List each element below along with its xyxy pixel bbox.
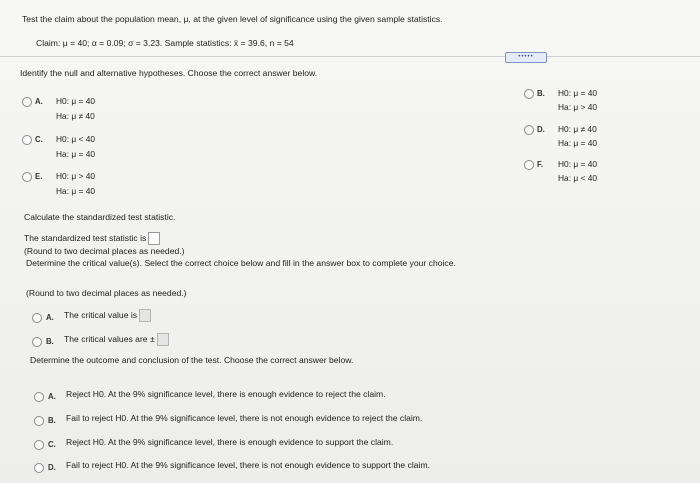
option-d-radio[interactable] — [524, 125, 534, 135]
option-f-ha: Ha: μ < 40 — [558, 173, 598, 183]
option-a-h0: H0: μ = 40 — [56, 96, 96, 106]
outcome-option-a-radio[interactable] — [34, 392, 44, 402]
critical-option-b-text: The critical values are ± — [64, 333, 155, 344]
outcome-option-c: Reject H0. At the 9% significance level, there is enough evidence to support the claim. — [66, 437, 394, 447]
option-e-h0: H0: μ > 40 — [56, 171, 96, 181]
outcome-option-d: Fail to reject H0. At the 9% significance level, there is not enough evidence to support the claim. — [66, 460, 431, 470]
option-b-h0: H0: μ = 40 — [558, 88, 598, 98]
critical-value-input[interactable] — [139, 309, 151, 322]
outcome-option-b-radio[interactable] — [34, 416, 44, 426]
option-f-radio[interactable] — [524, 160, 534, 170]
option-letter: D. — [48, 463, 56, 472]
option-e-radio[interactable] — [22, 172, 32, 182]
option-b-radio[interactable] — [524, 89, 534, 99]
option-c-h0: H0: μ < 40 — [56, 134, 96, 144]
question-instruction: Test the claim about the population mean, μ, at the given level of significance using the given sample statistics. — [22, 14, 443, 24]
outcome-option-b: Fail to reject H0. At the 9% significance level, there is not enough evidence to reject the claim. — [66, 413, 423, 423]
expand-button[interactable]: ••••• — [505, 52, 547, 63]
rounding-note: (Round to two decimal places as needed.) — [24, 246, 185, 256]
option-letter: A. — [35, 97, 43, 106]
test-statistic-prompt: Calculate the standardized test statistic. — [24, 212, 176, 222]
outcome-option-a: Reject H0. At the 9% significance level, there is enough evidence to reject the claim. — [66, 389, 386, 399]
test-statistic-input[interactable] — [148, 232, 160, 245]
option-a-radio[interactable] — [22, 97, 32, 107]
outcome-option-c-radio[interactable] — [34, 440, 44, 450]
option-d-ha: Ha: μ = 40 — [558, 138, 598, 148]
option-letter: D. — [537, 125, 545, 134]
claim-line: Claim: μ = 40; α = 0.09; σ = 3.23. Sample statistics: x̄ = 39.6, n = 54 — [36, 38, 294, 48]
divider — [547, 56, 700, 57]
option-c-radio[interactable] — [22, 135, 32, 145]
option-letter: A. — [48, 392, 56, 401]
critical-option-a — [64, 309, 151, 322]
outcome-option-d-radio[interactable] — [34, 463, 44, 473]
test-statistic-label: The standardized test statistic is — [24, 232, 147, 243]
option-letter: E. — [35, 172, 43, 181]
option-letter: F. — [537, 160, 544, 169]
critical-values-prompt: Determine the critical value(s). Select the correct choice below and fill in the answer box to complete your choice. — [26, 258, 456, 268]
critical-option-a-radio[interactable] — [32, 313, 42, 323]
hypotheses-prompt: Identify the null and alternative hypotheses. Choose the correct answer below. — [20, 68, 318, 78]
test-statistic-line — [24, 232, 160, 245]
rounding-note: (Round to two decimal places as needed.) — [26, 288, 187, 298]
option-a-ha: Ha: μ ≠ 40 — [56, 111, 95, 121]
option-c-ha: Ha: μ = 40 — [56, 149, 96, 159]
critical-option-b — [64, 333, 169, 346]
critical-values-input[interactable] — [157, 333, 169, 346]
critical-option-b-radio[interactable] — [32, 337, 42, 347]
option-letter: B. — [537, 89, 545, 98]
option-d-h0: H0: μ ≠ 40 — [558, 124, 597, 134]
critical-option-a-text: The critical value is — [64, 309, 138, 320]
outcome-prompt: Determine the outcome and conclusion of the test. Choose the correct answer below. — [30, 355, 354, 365]
option-letter: C. — [48, 440, 56, 449]
option-letter: B. — [46, 337, 54, 346]
option-b-ha: Ha: μ > 40 — [558, 102, 598, 112]
option-e-ha: Ha: μ = 40 — [56, 186, 96, 196]
option-letter: A. — [46, 313, 54, 322]
divider — [0, 56, 505, 57]
option-f-h0: H0: μ = 40 — [558, 159, 598, 169]
option-letter: C. — [35, 135, 43, 144]
option-letter: B. — [48, 416, 56, 425]
